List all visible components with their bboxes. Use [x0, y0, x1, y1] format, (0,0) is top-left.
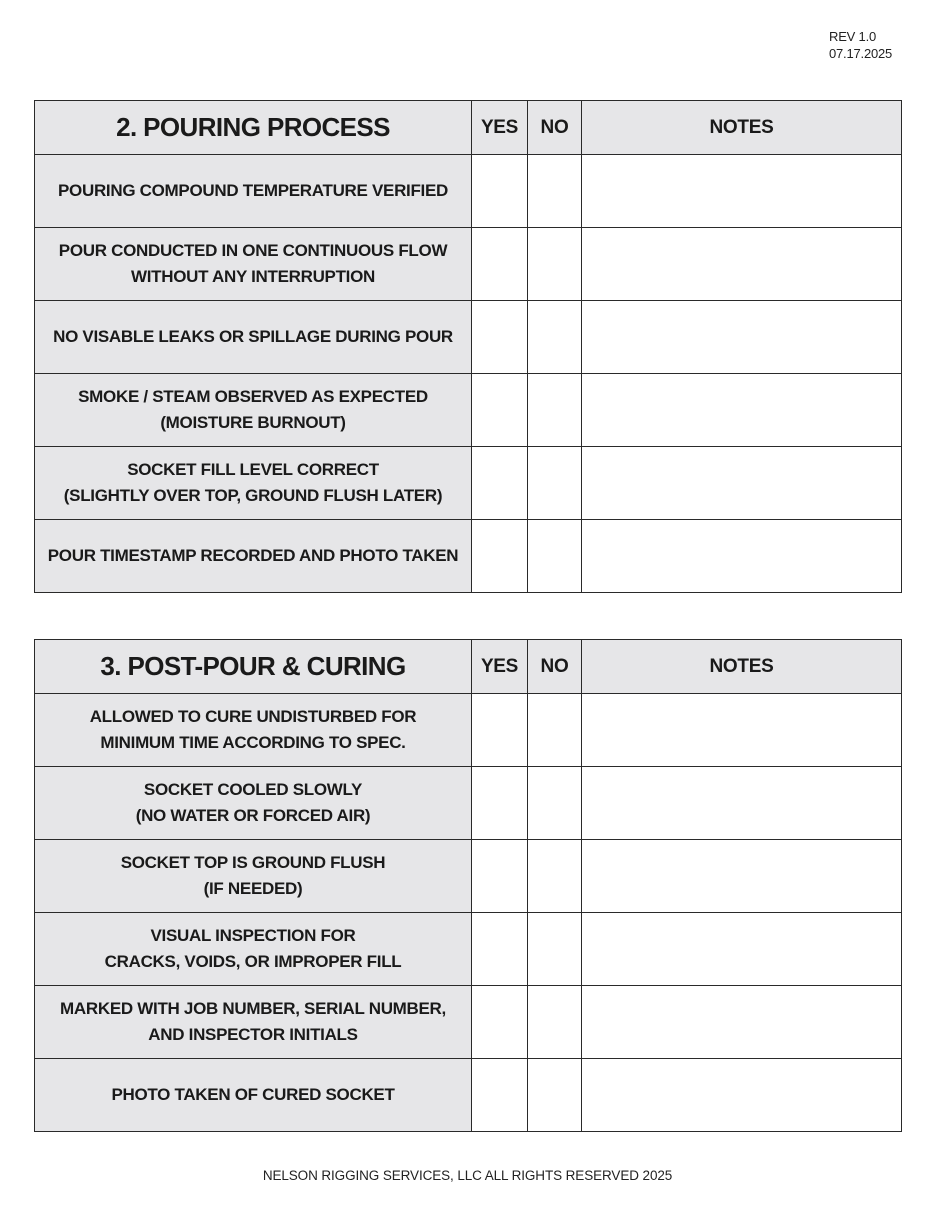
checklist-item-line: (NO WATER OR FORCED AIR): [135, 806, 371, 825]
table-row: [35, 374, 902, 447]
checklist-item-line: CRACKS, VOIDS, OR IMPROPER FILL: [104, 952, 402, 971]
checklist-item-line: PHOTO TAKEN OF CURED SOCKET: [111, 1085, 395, 1104]
no-column-header: NO: [528, 640, 582, 694]
yes-checkbox-cell[interactable]: [472, 767, 528, 840]
no-checkbox-cell[interactable]: [528, 694, 582, 767]
yes-checkbox-cell[interactable]: [472, 301, 528, 374]
yes-checkbox-cell[interactable]: [472, 374, 528, 447]
notes-cell[interactable]: [582, 520, 902, 593]
checklist-item-line: AND INSPECTOR INITIALS: [148, 1025, 358, 1044]
section-title: 2. POURING PROCESS: [35, 101, 472, 155]
no-column-header: NO: [528, 101, 582, 155]
no-checkbox-cell[interactable]: [528, 374, 582, 447]
checklist-item-line: WITHOUT ANY INTERRUPTION: [130, 267, 375, 286]
yes-checkbox-cell[interactable]: [472, 840, 528, 913]
checklist-item: [35, 1059, 472, 1132]
checklist-item: [35, 694, 472, 767]
notes-cell[interactable]: [582, 228, 902, 301]
notes-cell[interactable]: [582, 840, 902, 913]
table-row: [35, 301, 902, 374]
yes-checkbox-cell[interactable]: [472, 520, 528, 593]
checklist-item-line: POURING COMPOUND TEMPERATURE VERIFIED: [58, 181, 448, 200]
revision-block: [829, 28, 892, 62]
yes-column-header: YES: [472, 101, 528, 155]
no-checkbox-cell[interactable]: [528, 840, 582, 913]
notes-cell[interactable]: [582, 301, 902, 374]
checklist-item-line: SOCKET TOP IS GROUND FLUSH: [120, 853, 386, 872]
post-pour-curing-table: [34, 639, 902, 1132]
checklist-item: [35, 840, 472, 913]
table-row: [35, 986, 902, 1059]
footer-copyright: NELSON RIGGING SERVICES, LLC ALL RIGHTS RESERVED 2025: [262, 1168, 673, 1183]
no-checkbox-cell[interactable]: [528, 301, 582, 374]
notes-column-header: NOTES: [582, 101, 902, 155]
no-checkbox-cell[interactable]: [528, 913, 582, 986]
checklist-item-line: SOCKET COOLED SLOWLY: [143, 780, 363, 799]
yes-checkbox-cell[interactable]: [472, 228, 528, 301]
notes-cell[interactable]: [582, 155, 902, 228]
notes-column-header: NOTES: [582, 640, 902, 694]
checklist-item-line: POUR CONDUCTED IN ONE CONTINUOUS FLOW: [58, 241, 448, 260]
no-checkbox-cell[interactable]: [528, 447, 582, 520]
checklist-item-line: SOCKET FILL LEVEL CORRECT: [127, 460, 379, 479]
revision-date: 07.17.2025: [829, 46, 893, 61]
checklist-item-line: VISUAL INSPECTION FOR: [150, 926, 356, 945]
checklist-item-line: SMOKE / STEAM OBSERVED AS EXPECTED: [78, 387, 428, 406]
yes-checkbox-cell[interactable]: [472, 447, 528, 520]
checklist-item-line: POUR TIMESTAMP RECORDED AND PHOTO TAKEN: [47, 546, 459, 565]
revision-number: REV 1.0: [829, 29, 877, 44]
yes-checkbox-cell[interactable]: [472, 155, 528, 228]
section-title: 3. POST-POUR & CURING: [35, 640, 472, 694]
notes-cell[interactable]: [582, 913, 902, 986]
table-row: [35, 447, 902, 520]
checklist-item: [35, 767, 472, 840]
notes-cell[interactable]: [582, 767, 902, 840]
notes-cell[interactable]: [582, 1059, 902, 1132]
no-checkbox-cell[interactable]: [528, 986, 582, 1059]
checklist-item-line: (IF NEEDED): [203, 879, 303, 898]
no-checkbox-cell[interactable]: [528, 228, 582, 301]
no-checkbox-cell[interactable]: [528, 520, 582, 593]
checklist-item-line: (MOISTURE BURNOUT): [160, 413, 346, 432]
checklist-item: [35, 228, 472, 301]
checklist-item: [35, 374, 472, 447]
no-checkbox-cell[interactable]: [528, 1059, 582, 1132]
checklist-item: [35, 301, 472, 374]
notes-cell[interactable]: [582, 986, 902, 1059]
table-row: [35, 1059, 902, 1132]
checklist-item-line: MINIMUM TIME ACCORDING TO SPEC.: [100, 733, 406, 752]
table-header-row: [35, 640, 902, 694]
notes-cell[interactable]: [582, 447, 902, 520]
no-checkbox-cell[interactable]: [528, 767, 582, 840]
checklist-item: [35, 986, 472, 1059]
table-row: [35, 694, 902, 767]
yes-column-header: YES: [472, 640, 528, 694]
notes-cell[interactable]: [582, 694, 902, 767]
checklist-item-line: (SLIGHTLY OVER TOP, GROUND FLUSH LATER): [63, 486, 443, 505]
table-header-row: [35, 101, 902, 155]
table-row: [35, 840, 902, 913]
checklist-item: [35, 913, 472, 986]
checklist-item: [35, 447, 472, 520]
yes-checkbox-cell[interactable]: [472, 694, 528, 767]
checklist-item: [35, 155, 472, 228]
checklist-item-line: NO VISABLE LEAKS OR SPILLAGE DURING POUR: [53, 327, 453, 346]
table-row: [35, 767, 902, 840]
notes-cell[interactable]: [582, 374, 902, 447]
checklist-item-line: ALLOWED TO CURE UNDISTURBED FOR: [89, 707, 417, 726]
table-row: [35, 913, 902, 986]
checklist-item-line: MARKED WITH JOB NUMBER, SERIAL NUMBER,: [60, 999, 446, 1018]
yes-checkbox-cell[interactable]: [472, 986, 528, 1059]
checklist-item: [35, 520, 472, 593]
table-row: [35, 155, 902, 228]
pouring-process-table: [34, 100, 902, 593]
table-row: [35, 228, 902, 301]
no-checkbox-cell[interactable]: [528, 155, 582, 228]
table-row: [35, 520, 902, 593]
yes-checkbox-cell[interactable]: [472, 913, 528, 986]
yes-checkbox-cell[interactable]: [472, 1059, 528, 1132]
